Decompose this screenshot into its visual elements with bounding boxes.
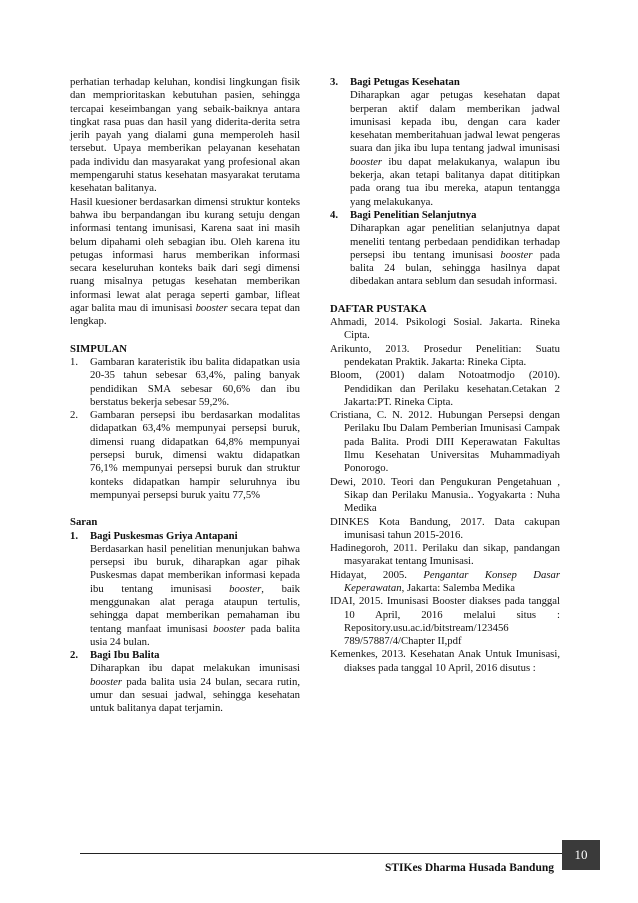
reference-item: IDAI, 2015. Imunisasi Booster diakses pada tanggal 10 April, 2016 melalui situs : Repository.usu.ac.id/bitstream/123456 789/57887/4/Chapter II,pdf bbox=[330, 595, 560, 648]
questionnaire-paragraph: Hasil kuesioner berdasarkan dimensi struktur konteks bahwa ibu berpandangan ibu kurang setuju dengan informasi tentang imunisasi, Karena saat ini masih belum dipahami oleh sebagian ibu. Oleh karena itu petugas informasi harus memberikan informasi secara keseluruhan konteks baik dari segi dimensi ruang misalnya petugas kesehatan memberikan informasi lewat alat peraga seperti gambar, lifleat agar balita mau di imunisasi booster secara tepat dan lengkap. bbox=[70, 195, 300, 328]
reference-item: Bloom, (2001) dalam Notoatmodjo (2010). Pendidikan dan Perilaku kesehatan.Cetakan 2 Jakarta:PT. Rineka Cipta. bbox=[330, 369, 560, 408]
intro-paragraph: perhatian terhadap keluhan, kondisi lingkungan fisik dan memprioritaskan kebutuhan pasien, sehingga tercapai keseimbangan yang sebaik-baiknya antara tingkat rasa puas dan hasil yang diderita-derita setra jerih payah yang dialami guna memperoleh hasil tersebut. Upaya memberikan pelayanan kesehatan pada individu dan masyarakat yang profesional akan mempengaruhi status kesehatan masyarakat terutama kesehatan balitanya. bbox=[70, 76, 300, 195]
saran-heading: Saran bbox=[70, 516, 98, 529]
reference-item: Arikunto, 2013. Prosedur Penelitian: Suatu pendekatan Praktik. Jakarta: Rineka Cipta. bbox=[330, 342, 560, 368]
page-number: 10 bbox=[562, 840, 600, 870]
reference-item: Kemenkes, 2013. Kesehatan Anak Untuk Imunisasi, diakses pada tanggal 10 April, 2016 disutus : bbox=[330, 648, 560, 674]
list-item: 1. Gambaran karateristik ibu balita didapatkan usia 20-35 tahun sebesar 63,4%, paling banyak pendidikan SMA sebesar 60,6% dan ibu berstatus bekerja sebesar 59,2%. bbox=[70, 355, 300, 408]
saran-list bbox=[70, 530, 300, 716]
simpulan-list bbox=[70, 356, 300, 502]
reference-item: Hidayat, 2005. Pengantar Konsep Dasar Keperawatan, Jakarta: Salemba Medika bbox=[330, 568, 560, 594]
daftar-pustaka-heading: DAFTAR PUSTAKA bbox=[330, 302, 427, 315]
reference-list bbox=[330, 316, 560, 675]
list-item: 3. Bagi Petugas Kesehatan Diharapkan agar petugas kesehatan dapat berperan aktif dalam memberikan jadwal imunisasi kepada ibu, dengan cara kader kesehatan memberitahuan jadwal lewat pengeras suara dan jika ibu lupa tentang jadwal imunisasi booster ibu dapat melakukanya, walapun ibu bekerja, akan tetapi balitanya dapat dititipkan pada orang tua ibu mereka, atapun tentangga yang melakukanya. bbox=[330, 76, 561, 208]
reference-item: DINKES Kota Bandung, 2017. Data cakupan imunisasi tahun 2015-2016. bbox=[330, 515, 560, 541]
reference-item: Ahmadi, 2014. Psikologi Sosial. Jakarta. Rineka Cipta. bbox=[330, 316, 560, 342]
reference-item: Hadinegoroh, 2011. Perilaku dan sikap, pandangan masyarakat tentang Imunisasi. bbox=[330, 542, 560, 568]
simpulan-heading: SIMPULAN bbox=[70, 342, 128, 355]
list-item: 2. Gambaran persepsi ibu berdasarkan modalitas didapatkan 63,4% mempunyai persepsi buruk, dimensi ruang didapatkan 64,8% mempunyai persepsi buruk, dimensi waktu didapatkan 76,1% mempunyai persepsi buruk dan struktur konteks didapatkan hampir seluruhnya ibu mempunyai persepsi buruk yaitu 77,5% bbox=[70, 409, 300, 501]
list-item: 1. Bagi Puskesmas Griya Antapani Berdasarkan hasil penelitian menunjukan bahwa persepsi ibu buruk, diharapkan agar pihak Puskesmas dapat memberikan informasi kepada ibu tentang imunisasi booster, baik menggunakan alat peraga ataupun tertulis, sehingga dapat memberikan pemahaman ibu tentang manfaat imunisasi booster pada balita usia 24 bulan. bbox=[70, 529, 301, 648]
right-column bbox=[330, 76, 560, 675]
saran-list-continued bbox=[330, 76, 560, 289]
footer-institution: STIKes Dharma Husada Bandung bbox=[384, 862, 554, 874]
footer-divider bbox=[80, 853, 563, 854]
reference-item: Dewi, 2010. Teori dan Pengukuran Pengetahuan , Sikap dan Perilaku Manusia.. Yogyakarta : Nuha Medika bbox=[330, 475, 560, 515]
list-item: 4. Bagi Penelitian Selanjutnya Diharapkan agar penelitian selanjutnya dapat meneliti tentang perbedaan pendidikan terhadap persepsi ibu tentang imunisasi booster pada balita 24 bulan, sehingga hasilnya dapat dibedakan antara seblum dan sesudah informasi. bbox=[330, 208, 560, 288]
reference-item: Cristiana, C. N. 2012. Hubungan Persepsi dengan Perilaku Ibu Dalam Pemberian Imunisasi Campak pada Balita. Prodi DIII Keperawatan Fakultas Ilmu Kesehatan Universitas Muhammadiyah Ponorogo. bbox=[330, 409, 560, 475]
list-item: 2. Bagi Ibu Balita Diharapkan ibu dapat melakukan imunisasi booster pada balita usia 24 bulan, secara rutin, umur dan sesuai jadwal, sehingga kesehatan untuk balitanya dapat terjamin. bbox=[70, 649, 300, 715]
left-column bbox=[70, 76, 300, 716]
